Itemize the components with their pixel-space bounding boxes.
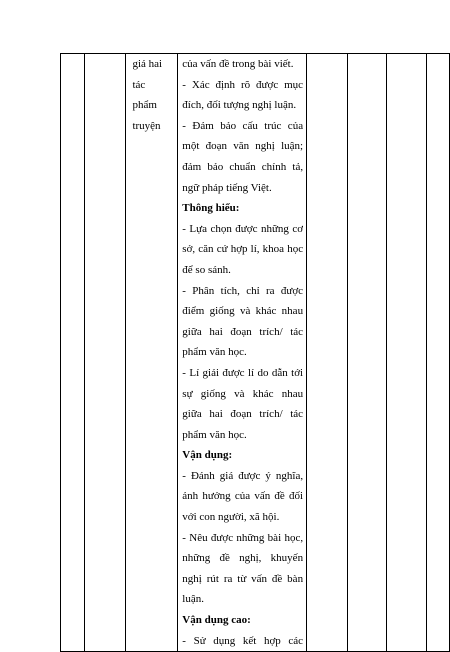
topic-line: truyện [132, 119, 161, 132]
requirement-line: - Đánh giá được ý nghĩa, [182, 469, 304, 482]
requirement-line: - Lựa chọn được những cơ [182, 222, 304, 235]
requirement-line: đảm bảo chuẩn chính tả, [182, 160, 304, 173]
section-heading: Thông hiểu: [182, 202, 240, 215]
cell-level-understanding [347, 54, 387, 652]
cell-index [61, 54, 85, 652]
requirement-line: giữa hai đoạn trích/ tác [182, 325, 304, 338]
requirement-line: - Xác định rõ được mục [182, 78, 304, 91]
requirement-line: sở, căn cứ hợp lí, khoa học [182, 243, 304, 256]
requirement-line: - Phân tích, chỉ ra được [182, 284, 304, 297]
requirement-line: sự giống và khác nhau [182, 387, 304, 400]
cell-requirements [178, 54, 307, 652]
cell-level-advanced [426, 54, 449, 652]
requirement-line: - Nêu được những bài học, [182, 531, 304, 544]
requirement-line: phẩm văn học. [182, 346, 247, 359]
topic-line: giá hai [132, 58, 163, 70]
requirement-line: giữa hai đoạn trích/ tác [182, 408, 304, 421]
topic-line: phẩm [132, 99, 157, 112]
requirement-line: đích, đối tượng nghị luận. [182, 99, 297, 112]
cell-topic [126, 54, 178, 652]
assessment-matrix-table [60, 53, 450, 652]
requirement-line: để so sánh. [182, 263, 231, 276]
requirement-line: của vấn đề trong bài viết. [182, 58, 294, 70]
requirement-line: ảnh hưởng của vấn đề đối [182, 490, 304, 503]
requirement-line: luận. [182, 593, 204, 606]
section-heading: Vận dụng cao: [182, 614, 251, 627]
table-row [61, 54, 450, 652]
cell-level-application [387, 54, 427, 652]
requirement-line: ngữ pháp tiếng Việt. [182, 181, 272, 194]
topic-line: tác [132, 78, 146, 91]
requirement-line: - Lí giải được lí do dẫn tới [182, 366, 304, 379]
requirement-line: - Sử dụng kết hợp các [182, 634, 304, 647]
requirement-line: với con người, xã hội. [182, 511, 280, 524]
requirement-line: một đoạn văn nghị luận; [182, 140, 304, 153]
cell-skill [84, 54, 125, 652]
requirement-line: những đề nghị, khuyến [182, 552, 304, 565]
requirement-line: - Đảm bảo cấu trúc của [182, 119, 304, 132]
cell-level-recognition [307, 54, 348, 652]
section-heading: Vận dụng: [182, 449, 233, 462]
requirement-line: điểm giống và khác nhau [182, 305, 304, 318]
requirement-line: phẩm văn học. [182, 428, 247, 441]
requirement-line: nghị rút ra từ vấn đề bàn [182, 572, 304, 585]
